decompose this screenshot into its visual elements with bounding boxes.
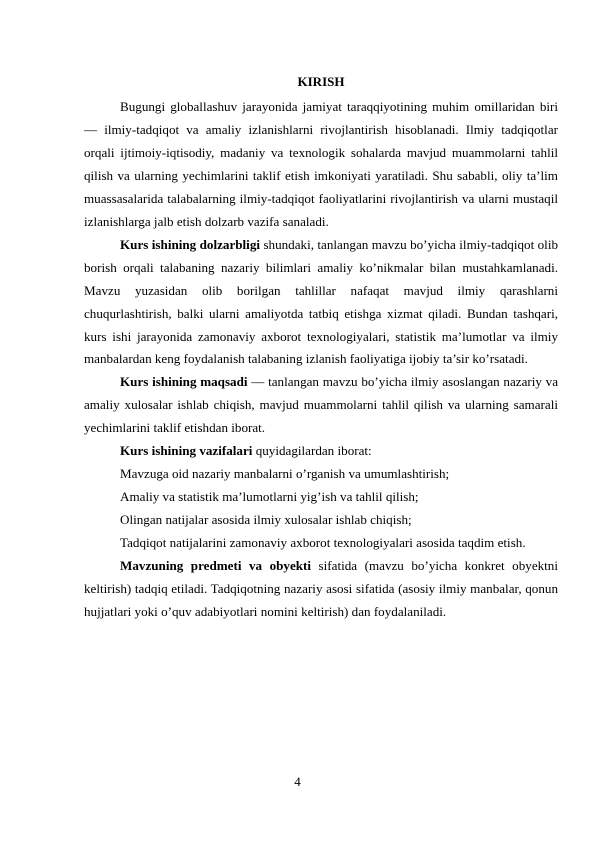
subject-text: sifatida (mavzu bo’yicha konkret obyektni keltirish) tadqiq etiladi. Tadqiqotning nazariy asosi sifatida (asosiy ilmiy manbalar, qonun hujjatlari yoki o’quv adabiyotlari nomini keltirish) dan foydalaniladi.: [84, 558, 558, 619]
tasks-term: Kurs ishining vazifalari: [120, 443, 253, 459]
body-text: [84, 96, 558, 624]
subject-term: Mavzuning predmeti va obyekti: [120, 558, 312, 574]
relevance-text: shundaki, tanlangan mavzu bo’yicha ilmiy-tadqiqot olib borish orqali talabaning nazariy bilimlari amaliy ko’nikmalar bilan mustahkamlanadi. Mavzu yuzasidan olib borilgan tahlillar nafaqat mavjud ilmiy qarashlarni chuqurlashtirish, balki ularni amaliyotda tatbiq etishga xizmat qiladi. Bundan tashqari, kurs ishi jarayonida zamonaviy axborot texnologiyalari, statistik ma’lumotlar va ilmiy manbalardan keng foydalanish talabaning izlanish faoliyatiga ijobiy ta’sir ko’rsatadi.: [84, 236, 559, 367]
relevance-term: Kurs ishining dolzarbligi: [120, 236, 261, 252]
goal-term: Kurs ishining maqsadi: [120, 374, 248, 390]
tasks-paragraph: [84, 440, 558, 463]
intro-paragraph: Bugungi globallashuv jarayonida jamiyat taraqqiyotining muhim omillaridan biri — ilmiy-tadqiqot va amaliy izlanishlarni rivojlantirish hisoblanadi. Ilmiy tadqiqotlar orqali ijtimoiy-iqtisodiy, madaniy va texnologik sohalarda mavjud muammolarni tahlil qilish va ularning yechimlarini taklif etish imkoniyati yaratiladi. Shu sababli, oliy ta’lim muassasalarida talabalarning ilmiy-tadqiqot faoliyatlarini rivojlantirish va ularni mustaqil izlanishlarga jalb etish dolzarb vazifa sanaladi.: [84, 99, 558, 229]
task-item: Olingan natijalar asosida ilmiy xulosalar ishlab chiqish;: [120, 512, 412, 528]
subject-paragraph: [84, 555, 558, 624]
goal-text: — tanlangan mavzu bo’yicha ilmiy asoslangan nazariy va amaliy xulosalar ishlab chiqish, mavjud muammolarni tahlil qilish va ularning samarali yechimlarini taklif etishdan iborat.: [84, 374, 559, 436]
task-item: Amaliy va statistik ma’lumotlarni yig’ish va tahlil qilish;: [120, 489, 419, 505]
task-item: Tadqiqot natijalarini zamonaviy axborot texnologiyalari asosida taqdim etish.: [120, 535, 526, 551]
tasks-text: quyidagilardan iborat:: [252, 443, 372, 459]
goal-paragraph: [84, 371, 558, 440]
relevance-paragraph: [84, 234, 558, 372]
task-item: Mavzuga oid nazariy manbalarni o’rganish va umumlashtirish;: [120, 466, 450, 482]
section-heading: KIRISH: [297, 74, 345, 89]
page-number: 4: [294, 774, 301, 789]
